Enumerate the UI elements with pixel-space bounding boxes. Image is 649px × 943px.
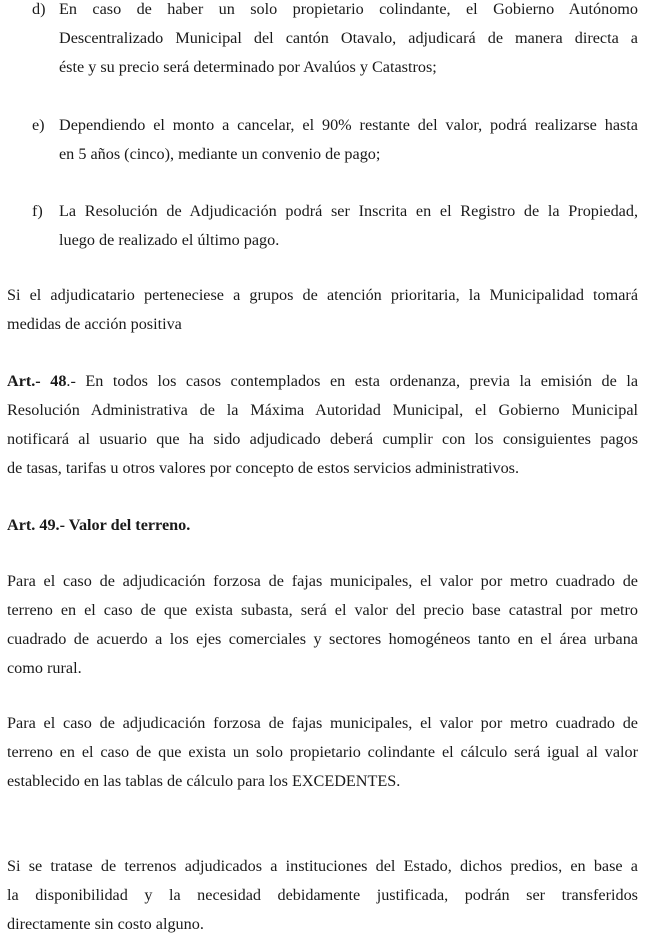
text-line: éste y su precio será determinado por Avalúos y Catastros; (59, 58, 437, 76)
text-line: Para el caso de adjudicación forzosa de fajas municipales, el valor por metro cuadrado de (7, 714, 638, 732)
text-line: establecido en las tablas de cálculo para los EXCEDENTES. (7, 772, 401, 790)
text-line: de tasas, tarifas u otros valores por concepto de estos servicios administrativos. (7, 459, 520, 477)
text-line: Resolución Administrativa de la Máxima Autoridad Municipal, el Gobierno Municipal (7, 401, 638, 419)
text-line: directamente sin costo alguno. (7, 915, 204, 933)
text-line: Para el caso de adjudicación forzosa de fajas municipales, el valor por metro cuadrado de (7, 572, 638, 590)
text-line: en 5 años (cinco), mediante un convenio de pago; (59, 145, 381, 163)
text-line: terreno en el caso de que exista un solo propietario colindante el cálculo será igual al valor (7, 743, 638, 761)
text-line: como rural. (7, 659, 82, 677)
text-line: luego de realizado el último pago. (59, 231, 280, 249)
text-line: Si se tratase de terrenos adjudicados a instituciones del Estado, dichos predios, en base a (7, 857, 638, 875)
article-text: .- En todos los casos contemplados en esta ordenanza, previa la emisión de la (66, 372, 639, 390)
list-marker: e) (32, 116, 45, 134)
article-heading: Art.- 48 (7, 372, 67, 390)
text-line: la disponibilidad y la necesidad debidamente justificada, podrán ser transferidos (7, 886, 638, 904)
list-marker: d) (32, 0, 46, 18)
list-marker: f) (32, 202, 43, 220)
text-line: cuadrado de acuerdo a los ejes comerciales y sectores homogéneos tanto en el área urbana (7, 630, 638, 648)
text-line: notificará al usuario que ha sido adjudicado deberá cumplir con los consiguientes pagos (7, 430, 638, 448)
text-line (7, 372, 638, 391)
text-line: La Resolución de Adjudicación podrá ser Inscrita en el Registro de la Propiedad, (59, 202, 638, 220)
text-line: En caso de haber un solo propietario colindante, el Gobierno Autónomo (59, 0, 638, 18)
text-line: Dependiendo el monto a cancelar, el 90% restante del valor, podrá realizarse hasta (59, 116, 638, 134)
text-line: Descentralizado Municipal del cantón Otavalo, adjudicará de manera directa a (59, 29, 638, 47)
text-line: medidas de acción positiva (7, 315, 182, 333)
article-heading: Art. 49.- Valor del terreno. (7, 516, 191, 534)
text-line: terreno en el caso de que exista subasta, será el valor del precio base catastral por metro (7, 601, 638, 619)
text-line: Si el adjudicatario perteneciese a grupos de atención prioritaria, la Municipalidad tomará (7, 286, 638, 304)
